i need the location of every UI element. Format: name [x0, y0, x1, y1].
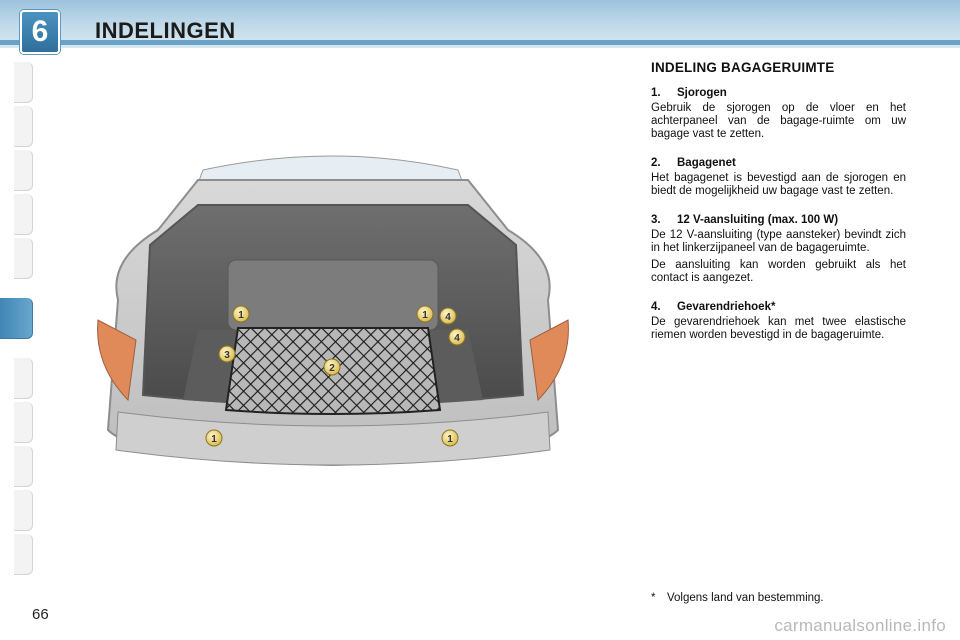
item-number: 1. — [651, 87, 661, 99]
item-title: Gevarendriehoek* — [677, 301, 776, 313]
svg-text:1: 1 — [238, 310, 244, 321]
chapter-tab-3[interactable] — [14, 150, 33, 191]
chapter-tab-8[interactable] — [14, 402, 33, 443]
item-sjorogen — [651, 87, 906, 141]
svg-text:2: 2 — [329, 363, 335, 374]
item-number: 2. — [651, 157, 661, 169]
item-heading — [651, 214, 906, 226]
item-gevarendriehoek — [651, 301, 906, 342]
callout-4-upper — [440, 308, 456, 324]
callout-1-bottom-right — [442, 430, 458, 446]
page-title: INDELINGEN — [95, 18, 236, 43]
svg-text:1: 1 — [422, 310, 428, 321]
trunk-illustration — [88, 150, 578, 510]
chapter-tab-6-active[interactable] — [0, 298, 33, 339]
item-number: 4. — [651, 301, 661, 313]
content-column — [651, 60, 906, 358]
svg-text:4: 4 — [454, 333, 460, 344]
watermark: carmanualsonline.info — [774, 616, 946, 635]
footnote — [651, 592, 824, 604]
item-paragraph: De 12 V-aansluiting (type aansteker) bevindt zich in het linkerzijpaneel van de bagageruimte. — [651, 229, 906, 254]
item-bagagenet — [651, 157, 906, 198]
chapter-tab-11[interactable] — [14, 534, 33, 575]
item-paragraph: Het bagagenet is bevestigd aan de sjorogen en biedt de mogelijkheid uw bagage vast te zetten. — [651, 172, 906, 197]
svg-text:4: 4 — [445, 312, 451, 323]
item-12v-aansluiting — [651, 214, 906, 285]
item-heading — [651, 157, 906, 169]
svg-text:3: 3 — [224, 350, 230, 361]
svg-text:1: 1 — [447, 434, 453, 445]
chapter-tab-1[interactable] — [14, 62, 33, 103]
callout-4-lower — [449, 329, 465, 345]
item-heading — [651, 87, 906, 99]
chapter-tab-9[interactable] — [14, 446, 33, 487]
chapter-tab-7[interactable] — [14, 358, 33, 399]
footnote-marker: * — [651, 592, 656, 604]
footnote-text: Volgens land van bestemming. — [667, 592, 824, 604]
callout-2 — [324, 359, 340, 375]
chapter-number-badge: 6 — [20, 10, 60, 54]
chapter-tab-10[interactable] — [14, 490, 33, 531]
item-title: Bagagenet — [677, 157, 736, 169]
item-heading — [651, 301, 906, 313]
item-title: Sjorogen — [677, 87, 727, 99]
item-title: 12 V-aansluiting (max. 100 W) — [677, 214, 839, 226]
item-paragraph: De aansluiting kan worden gebruikt als het contact is aangezet. — [651, 259, 906, 284]
item-number: 3. — [651, 214, 661, 226]
callout-3 — [219, 346, 235, 362]
callout-1-bottom-left — [206, 430, 222, 446]
section-title: INDELING BAGAGERUIMTE — [651, 60, 835, 75]
chapter-tab-4[interactable] — [14, 194, 33, 235]
svg-text:1: 1 — [211, 434, 217, 445]
chapter-tab-rail — [0, 62, 34, 582]
page-number: 66 — [32, 606, 49, 623]
callout-1-top-right — [417, 306, 433, 322]
item-paragraph: Gebruik de sjorogen op de vloer en het achterpaneel van de bagage-ruimte om uw bagage vast te zetten. — [651, 102, 906, 140]
chapter-tab-5[interactable] — [14, 238, 33, 279]
callout-1-top-left — [233, 306, 249, 322]
chapter-tab-2[interactable] — [14, 106, 33, 147]
item-paragraph: De gevarendriehoek kan met twee elastische riemen worden bevestigd in de bagageruimte. — [651, 316, 906, 341]
